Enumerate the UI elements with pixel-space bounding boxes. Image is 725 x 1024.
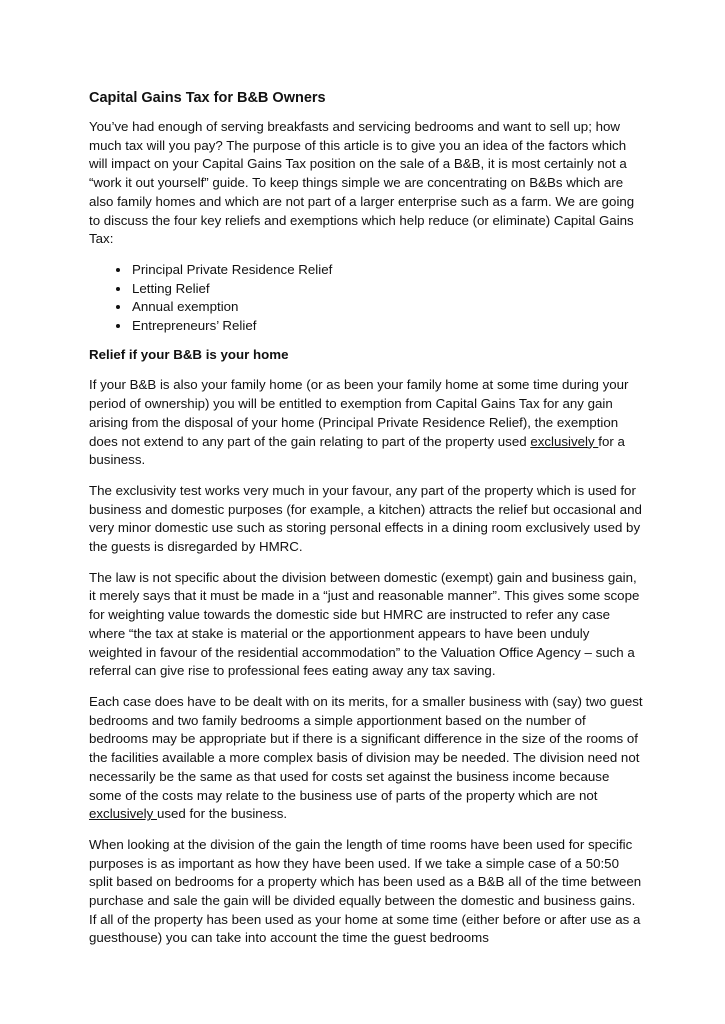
paragraph-home-relief [89, 376, 645, 470]
paragraph-exclusivity: The exclusivity test works very much in your favour, any part of the property which is used for business and domestic purposes (for example, a kitchen) attracts the relief but occasional and very minor domestic use such as storing personal effects in a dining room exclusively used by the guests is disregarded by HMRC. [89, 482, 642, 555]
underlined-word: exclusively [89, 806, 157, 822]
section-heading: Relief if your B&B is your home [89, 346, 289, 362]
list-item: • Principal Private Residence Relief [131, 261, 645, 280]
reliefs-list [89, 261, 645, 336]
paragraph-text: for a business. [89, 433, 625, 468]
paragraph-each-case [89, 693, 645, 824]
list-item: • Annual exemption [131, 298, 645, 317]
underlined-word: exclusively [530, 433, 599, 449]
paragraph-law: The law is not specific about the division between domestic (exempt) gain and business gain, it merely says that it must be made in a “just and reasonable manner”. This gives some scope for weighting value towards the domestic side but HMRC are instructed to refer any case where “the tax at stake is material or the apportionment appears to have been unduly weighted in favour of the residential accommodation” to the Valuation Office Agency – such a referral can give rise to professional fees eating away any tax saving. [89, 569, 640, 679]
paragraph-division: When looking at the division of the gain the length of time rooms have been used for specific purposes is as important as how they have been used. If we take a simple case of a 50:50 split based on bedrooms for a property which has been used as a B&B all of the time between purchase and sale the gain will be divided equally between the domestic and business gains. If all of the property has been used as your home at some time (either before or after use as a guesthouse) you can take into account the time the guest bedrooms [89, 836, 642, 946]
paragraph-text: used for the business. [156, 806, 288, 822]
list-item: • Letting Relief [131, 280, 645, 299]
list-item: • Entrepreneurs’ Relief [131, 317, 645, 336]
paragraph-text: Each case does have to be dealt with on its merits, for a smaller business with (say) two guest bedrooms and two family bedrooms a simple apportionment based on the number of bedrooms may be appropriate but if there is a significant difference in the size of the rooms of the facilities available a more complex basis of division may be needed. The division need not necessarily be the same as that used for costs set against the business income because some of the costs may relate to the business use of parts of the property which are not [89, 693, 643, 803]
document-title: Capital Gains Tax for B&B Owners [89, 90, 326, 106]
intro-paragraph: You’ve had enough of serving breakfasts and servicing bedrooms and want to sell up; how much tax will you pay? The purpose of this article is to give you an idea of the factors which will impact on your Capital Gains Tax position on the sale of a B&B, it is most certainly not a “work it out yourself” guide. To keep things simple we are concentrating on B&Bs which are also family homes and which are not part of a larger enterprise such as a farm. We are going to discuss the four key reliefs and exemptions which help reduce (or eliminate) Capital Gains Tax: [89, 119, 635, 247]
paragraph-text: If your B&B is also your family home (or as been your family home at some time during your period of ownership) you will be entitled to exemption from Capital Gains Tax for any gain arising from the disposal of your home (Principal Private Residence Relief), the exemption does not extend to any part of the gain relating to part of the property used [89, 377, 629, 449]
